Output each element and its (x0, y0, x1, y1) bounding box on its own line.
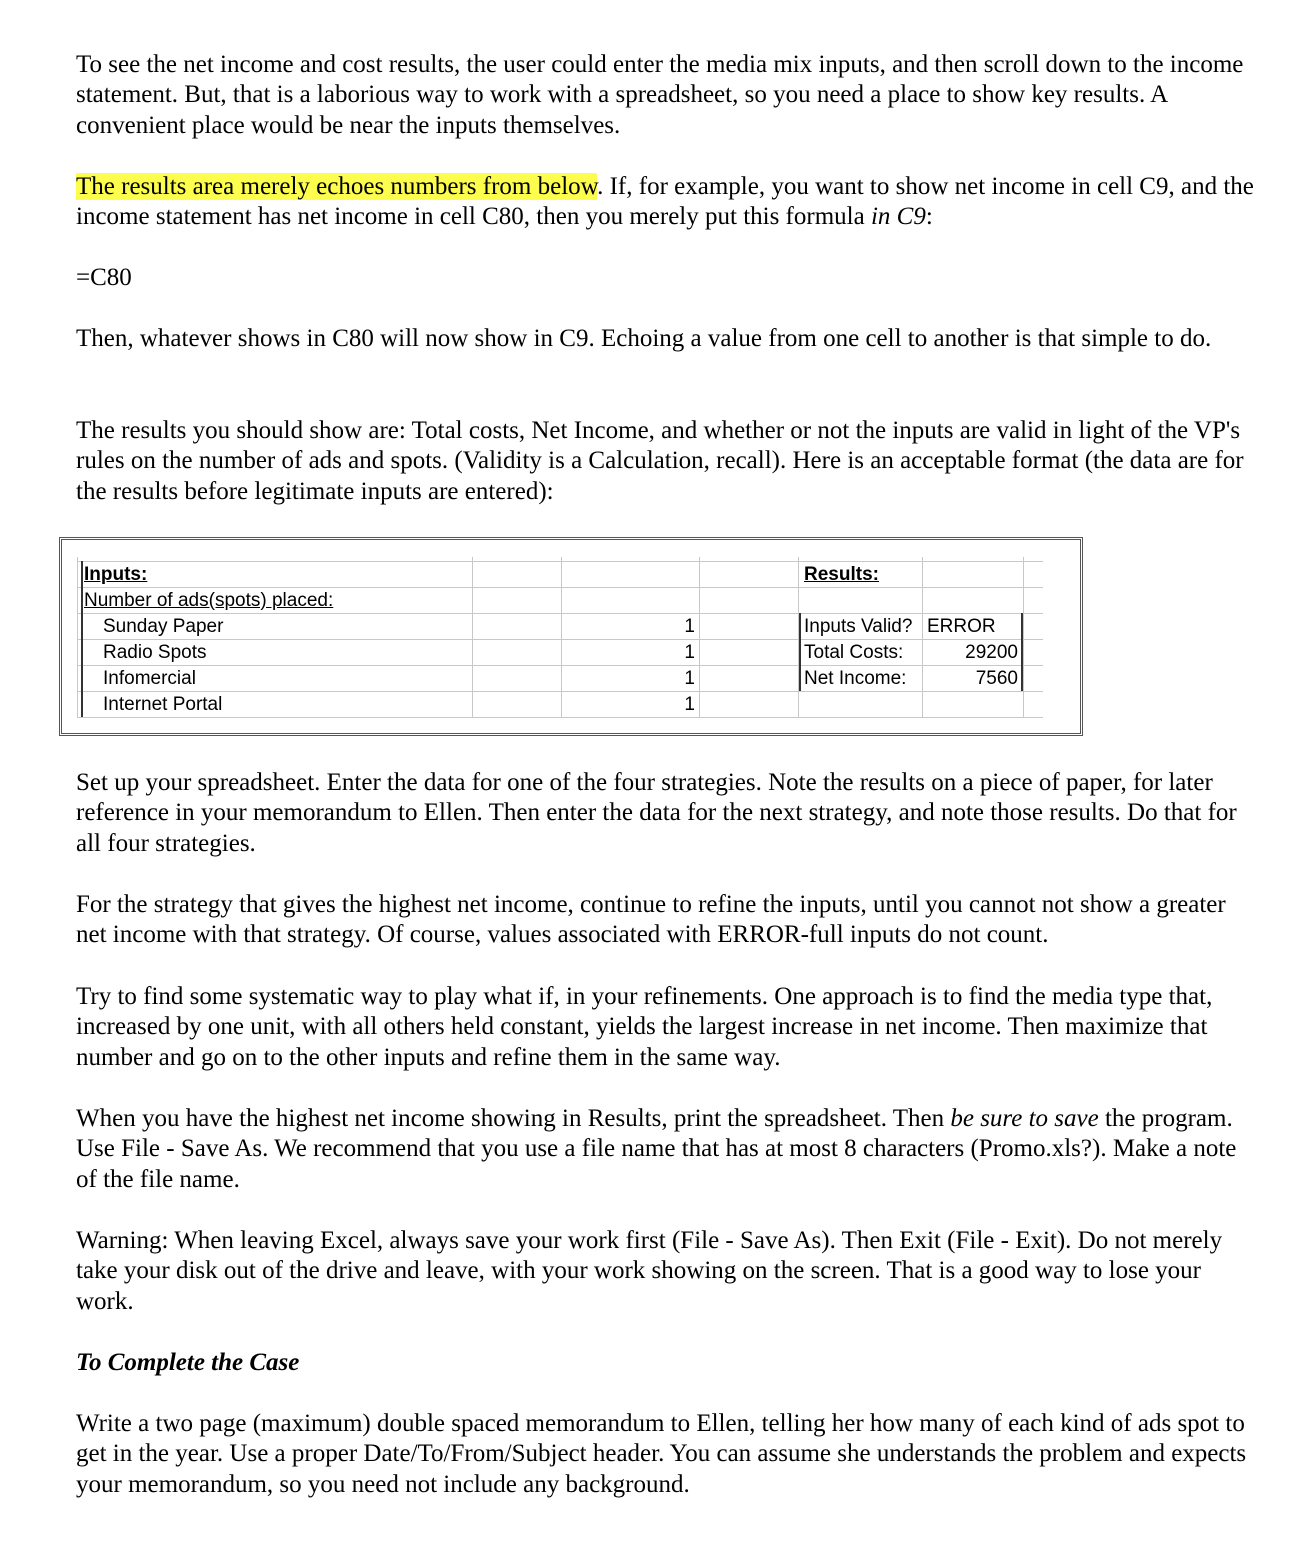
highlighted-text: The results area merely echoes numbers from below (76, 173, 598, 200)
formula-text: =C80 (76, 264, 132, 291)
input-row-label: Internet Portal (103, 694, 223, 715)
result-label: Total Costs: (804, 642, 904, 663)
results-label: Results: (804, 564, 879, 585)
section-heading: To Complete the Case (76, 1349, 300, 1376)
result-label: Inputs Valid? (804, 616, 913, 637)
inputs-label: Inputs: (84, 564, 148, 585)
input-row-label: Radio Spots (103, 642, 207, 663)
input-row-value[interactable]: 1 (684, 694, 695, 715)
spreadsheet-figure (59, 537, 1083, 736)
paragraph-what-if: Try to find some systematic way to play what if, in your refinements. One approach is to find the media type that, increased by one unit, with all others held constant, yields the largest increase in net income. Then maximize that number and go on to the other inputs and refine them in the same way. (76, 983, 1213, 1071)
paragraph-then: Then, whatever shows in C80 will now show in C9. Echoing a value from one cell to another is that simple to do. (76, 325, 1212, 352)
result-value: 29200 (965, 642, 1018, 663)
spreadsheet-grid (77, 557, 1043, 718)
paragraph-strategy: For the strategy that gives the highest net income, continue to refine the inputs, until you cannot not show a greater net income with that strategy. Of course, values associated with ERROR-full inputs do not count. (76, 891, 1226, 949)
paragraph-intro: To see the net income and cost results, the user could enter the media mix inputs, and then scroll down to the income statement. But, that is a laborious way to work with a spreadsheet, so you need a place to show key results. A convenient place would be near the inputs themselves. (76, 51, 1244, 139)
paragraph-save-a: When you have the highest net income showing in Results, print the spreadsheet. Then (76, 1105, 951, 1132)
paragraph-echo-end: : (925, 203, 933, 231)
paragraph-save (76, 1104, 1256, 1195)
paragraph-setup: Set up your spreadsheet. Enter the data for one of the four strategies. Note the results on a piece of paper, for later reference in your memorandum to Ellen. Then enter the data for the next strategy, and note those results. Do that for all four strategies. (76, 769, 1237, 857)
paragraph-echo-text: . If, for example, you want to show net income in cell C9, and the income statement has net income in cell C80, then you merely put this formula (76, 173, 1254, 231)
paragraph-echo (76, 172, 1256, 233)
input-row-label: Infomercial (103, 668, 196, 689)
result-value: 7560 (975, 668, 1018, 689)
paragraph-warning: Warning: When leaving Excel, always save your work first (File - Save As). Then Exit (File - Exit). Do not merely take your disk out of the drive and leave, with your work showing on the screen. That is a good way to lose your work. (76, 1227, 1223, 1315)
paragraph-save-b: the program. Use File - Save As. We recommend that you use a file name that has at most 8 characters (Promo.xls?). Make a note of the file name. (76, 1105, 1237, 1193)
input-row-value[interactable]: 1 (684, 642, 695, 663)
input-row-value[interactable]: 1 (684, 668, 695, 689)
input-row-value[interactable]: 1 (684, 616, 695, 637)
paragraph-memo: Write a two page (maximum) double spaced memorandum to Ellen, telling her how many of each kind of ads spot to get in the year. Use a proper Date/To/From/Subject header. You can assume she understands the problem and expects your memorandum, so you need not include any background. (76, 1410, 1247, 1498)
result-value: ERROR (927, 616, 996, 637)
input-row-label: Sunday Paper (103, 616, 224, 637)
result-label: Net Income: (804, 668, 907, 689)
placed-label: Number of ads(spots) placed: (84, 590, 334, 611)
paragraph-save-emphasis: be sure to save (950, 1105, 1099, 1132)
paragraph-results: The results you should show are: Total costs, Net Income, and whether or not the inputs are valid in light of the VP's rules on the number of ads and spots. (Validity is a Calculation, recall). Here is an acceptable format (the data are for the results before legitimate inputs are entered): (76, 417, 1244, 505)
paragraph-echo-emphasis: in C9 (870, 203, 926, 231)
